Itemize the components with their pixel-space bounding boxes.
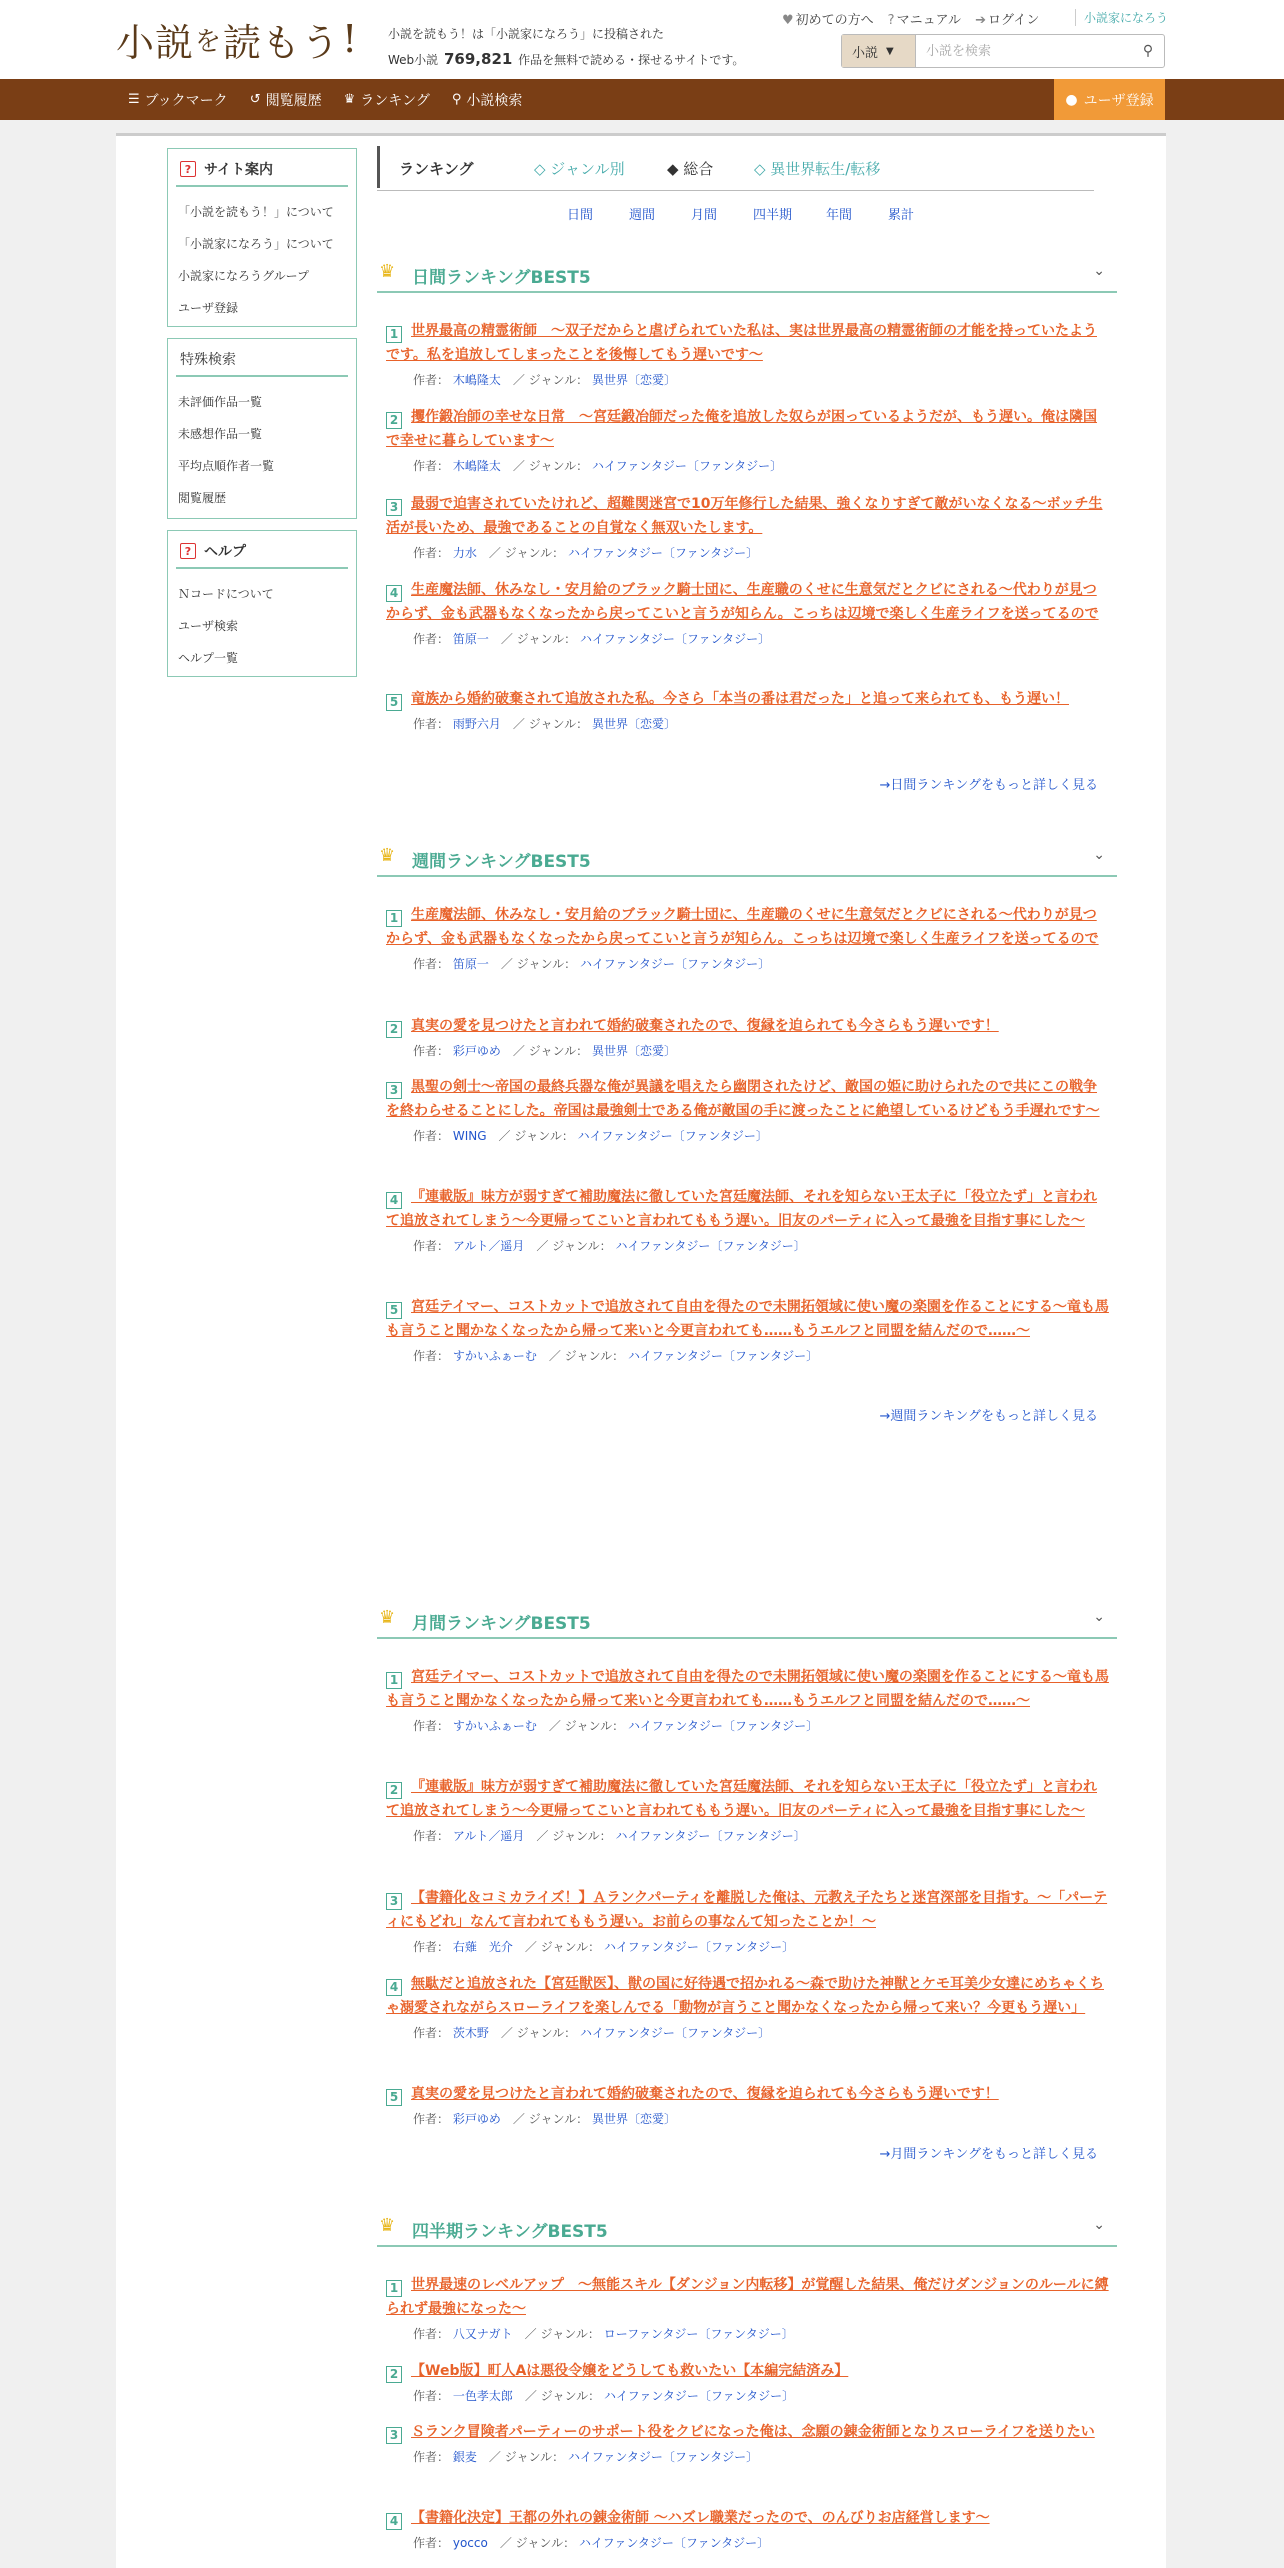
ranking-title: ランキング: [399, 160, 474, 178]
entry-meta: [386, 1938, 1110, 1955]
genre-link[interactable]: ハイファンタジー〔ファンタジー〕: [615, 1829, 806, 1843]
genre-label: ／ ジャンル：: [524, 1940, 601, 1954]
site-desc-line2: [388, 47, 744, 73]
rank-number: 3: [386, 2427, 402, 2444]
entry-meta: [386, 1237, 1110, 1254]
entry-meta: [386, 630, 1110, 647]
tab-bar-accent: [377, 146, 380, 188]
entry-meta: [386, 457, 1110, 474]
entry-title-line: [386, 1185, 1110, 1233]
sidebar-item-about-yomou[interactable]: 「小説を読もう！」について: [178, 204, 334, 219]
author-label: 作者：: [413, 2026, 450, 2040]
sidebar-special-search: [167, 338, 357, 519]
author-link[interactable]: すかいふぁーむ: [452, 1719, 537, 1733]
search-form: [841, 34, 1165, 68]
more-ranking-link[interactable]: →月間ランキングをもっと詳しく見る: [879, 2147, 1098, 2162]
ranking-entry: [386, 1775, 1110, 1844]
genre-label: ／ ジャンル：: [512, 717, 589, 731]
chevron-down-icon[interactable]: ⌄: [1093, 1609, 1105, 1625]
register-label: ユーザ登録: [1083, 92, 1154, 109]
entry-title-line: [386, 2273, 1110, 2321]
genre-link[interactable]: ハイファンタジー〔ファンタジー〕: [579, 957, 771, 971]
entry-meta: [386, 544, 1110, 561]
genre-label: ／ ジャンル：: [524, 2327, 600, 2341]
entry-meta: [386, 2387, 1110, 2404]
author-label: 作者：: [413, 1940, 450, 1954]
novel-title: 【書籍化＆コミカライズ！】Ａランクパーティを離脱した俺は、元教え子たちと迷宮深部を目指す。～「パーティにもどれ」なんて言われてももう遅い。お前らの事なんて知ったことか！～: [386, 1890, 1108, 1930]
author-label: 作者：: [413, 546, 450, 560]
novel-title-link[interactable]: [386, 1669, 1109, 1709]
search-icon: ⚲: [1142, 43, 1154, 59]
entry-meta: [386, 955, 1110, 972]
rank-number: 1: [386, 1672, 402, 1689]
genre-link[interactable]: ローファンタジー〔ファンタジー〕: [603, 2327, 794, 2341]
history-icon: ↺: [249, 92, 261, 107]
novel-title-link[interactable]: [386, 1299, 1109, 1339]
ranking-entry: [386, 319, 1110, 388]
novel-title: 真実の愛を見つけたと言われて婚約破棄されたので、復縁を迫られても今さらもう遅いです！: [411, 1018, 999, 1034]
novel-count: 769,821: [444, 50, 513, 68]
author-label: 作者：: [413, 717, 450, 731]
sidebar-item-about-narou[interactable]: 「小説家になろう」について: [178, 236, 334, 251]
logo-part: 読もう: [223, 20, 341, 65]
chevron-down-icon: ▼: [886, 45, 894, 57]
entry-title-line: [386, 2420, 1110, 2444]
novel-title-link[interactable]: [386, 2424, 1095, 2440]
beginner-link-label: 初めての方へ: [795, 13, 874, 28]
rank-number: 1: [386, 2280, 402, 2297]
rank-number: 2: [386, 2366, 402, 2383]
nav-item-ranking[interactable]: [344, 90, 430, 110]
sidebar-item-group[interactable]: 小説家になろうグループ: [178, 268, 310, 283]
entry-meta: [386, 1042, 1110, 1059]
rank-number: 2: [386, 1782, 402, 1799]
entry-title-line: [386, 578, 1110, 626]
nav-label: ランキング: [360, 92, 430, 109]
desc-prefix: Web小説: [388, 53, 439, 67]
author-link[interactable]: 彩戸ゆめ: [452, 2112, 501, 2126]
author-label: 作者：: [413, 1239, 450, 1253]
novel-title-link[interactable]: [386, 1779, 1097, 1819]
novel-title-link[interactable]: [386, 582, 1099, 622]
author-link[interactable]: 木嶋隆太: [452, 373, 501, 387]
sidebar-heading: [176, 347, 348, 377]
entry-meta: [386, 371, 1110, 388]
section-title: 週間ランキングBEST5: [412, 852, 591, 872]
ranking-entry: [386, 1972, 1110, 2041]
search-type-value: 小説: [852, 45, 879, 61]
entry-title-line: [386, 903, 1110, 951]
beginner-icon: ♥: [782, 13, 794, 28]
beginner-link[interactable]: [782, 9, 874, 28]
genre-link[interactable]: ハイファンタジー〔ファンタジー〕: [579, 632, 771, 646]
rank-number: 4: [386, 1192, 402, 1209]
author-link[interactable]: 笛原一: [452, 632, 489, 646]
entry-meta: [386, 2448, 1110, 2465]
rank-number: 4: [386, 585, 402, 602]
main-nav: [0, 79, 1284, 120]
sidebar-item-unrated[interactable]: 未評価作品一覧: [178, 394, 263, 409]
entry-title-line: [386, 1972, 1110, 2020]
novel-title-link[interactable]: [386, 1018, 999, 1034]
author-label: 作者：: [413, 1044, 450, 1058]
section-header: [377, 2211, 1117, 2247]
author-link[interactable]: 木嶋隆太: [452, 459, 501, 473]
period-yearly[interactable]: 年間: [826, 208, 853, 223]
ranking-entry: [386, 405, 1110, 474]
sidebar-help: [167, 530, 357, 677]
period-daily[interactable]: 日間: [567, 208, 594, 223]
novel-title-link[interactable]: [386, 2277, 1109, 2317]
site-header: [0, 0, 1284, 79]
entry-meta: [386, 1717, 1110, 1734]
ranking-entry: [386, 687, 1110, 732]
rank-number: 1: [386, 326, 402, 343]
entry-title-line: [386, 405, 1110, 453]
sidebar-item-help-list[interactable]: ヘルプ一覧: [178, 650, 239, 665]
sidebar-item-register[interactable]: ユーザ登録: [178, 300, 239, 315]
chevron-down-icon[interactable]: ⌄: [1093, 847, 1105, 863]
period-total[interactable]: 累計: [888, 208, 915, 223]
genre-label: ／ ジャンル：: [500, 2026, 577, 2040]
entry-title-line: [386, 319, 1110, 367]
genre-label: ／ ジャンル：: [512, 2112, 589, 2126]
novel-title-link[interactable]: [386, 1890, 1107, 1930]
user-icon: ●: [1065, 91, 1078, 108]
entry-meta: [386, 715, 1110, 732]
author-label: 作者：: [413, 459, 450, 473]
rank-number: 2: [386, 412, 402, 429]
more-ranking-link[interactable]: →日間ランキングをもっと詳しく見る: [879, 778, 1098, 793]
author-label: 作者：: [413, 2112, 450, 2126]
sidebar-heading-text: ヘルプ: [204, 544, 246, 560]
tab-isekai[interactable]: ◇ 異世界転生/転移: [754, 160, 881, 178]
list-icon: ☰: [128, 92, 140, 107]
crown-icon: ♛: [379, 261, 396, 282]
logo-part: 小説: [116, 20, 195, 65]
novel-title: 『連載版』味方が弱すぎて補助魔法に徹していた宮廷魔法師、それを知らない王太子に「役立たず」と言われて追放されてしまう〜今更帰ってこいと言われてももう遅い。旧友のパーティに入って最強を目指す事にした〜: [386, 1189, 1097, 1229]
sidebar-site-guide: [167, 148, 357, 327]
novel-title: 無駄だと追放された【宮廷獣医】、獣の国に好待遇で招かれる～森で助けた神獣とケモ耳美少女達にめちゃくちゃ溺愛されながらスローライフを楽しんでる「動物が言うこと聞かなくなったから帰って来い？今更もう遅い」: [386, 1976, 1104, 2016]
rank-number: 3: [386, 499, 402, 516]
genre-link[interactable]: ハイファンタジー〔ファンタジー〕: [627, 1349, 819, 1363]
ranking-entry: [386, 2082, 1110, 2127]
genre-label: ／ ジャンル：: [488, 546, 565, 560]
entry-meta: [386, 2110, 1110, 2127]
entry-meta: [386, 1827, 1110, 1844]
chevron-down-icon[interactable]: ⌄: [1093, 2217, 1105, 2233]
genre-link[interactable]: 異世界〔恋愛〕: [591, 717, 676, 731]
ranking-entry: [386, 1665, 1110, 1734]
genre-label: ／ ジャンル：: [548, 1349, 625, 1363]
author-link[interactable]: アルト／遥月: [452, 1239, 525, 1253]
novel-title: 【Web版】町人Aは悪役令嬢をどうしても救いたい【本編完結済み】: [411, 2363, 849, 2379]
more-ranking-link[interactable]: →週間ランキングをもっと詳しく見る: [879, 1409, 1098, 1424]
novel-title: 最弱で迫害されていたけれど、超難関迷宮で10万年修行した結果、強くなりすぎて敵がいなくなる～ボッチ生活が長いため、最強であることの自覚なく無双いたします。: [386, 496, 1103, 536]
entry-meta: [386, 2024, 1110, 2041]
question-icon: ?: [887, 13, 895, 28]
login-link[interactable]: [975, 9, 1039, 28]
genre-label: ／ ジャンル：: [500, 632, 577, 646]
question-icon: ?: [180, 543, 196, 559]
sidebar-heading-text: サイト案内: [204, 162, 274, 178]
author-label: 作者：: [413, 1349, 450, 1363]
ranking-tabs: [377, 146, 1094, 191]
genre-link[interactable]: ハイファンタジー〔ファンタジー〕: [591, 459, 783, 473]
author-label: 作者：: [413, 1719, 450, 1733]
search-icon: ⚲: [451, 92, 462, 107]
section-title: 日間ランキングBEST5: [412, 268, 591, 288]
novel-title: 黒聖の剣士～帝国の最終兵器な俺が異議を唱えたら幽閉されたけど、敵国の姫に助けられたので共にこの戦争を終わらせることにした。帝国は最強剣士である俺が敵国の手に渡ったことに絶望しているけどもう手遅れです～: [386, 1079, 1100, 1119]
novel-title: 宮廷テイマー、コストカットで追放されて自由を得たので未開拓領域に使い魔の楽園を作ることにする～竜も馬も言うこと聞かなくなったから帰って来いと今更言われても……もうエルフと同盟を結んだので……～: [386, 1669, 1109, 1709]
author-link[interactable]: 茨木野: [452, 2026, 489, 2040]
entry-title-line: [386, 1775, 1110, 1823]
tab-genre[interactable]: ◇ ジャンル別: [534, 160, 625, 178]
genre-label: ／ ジャンル：: [512, 459, 589, 473]
manual-link[interactable]: [888, 9, 961, 28]
novel-title: 竜族から婚約破棄されて追放された私。今さら「本当の番は君だった」と追って来られても、もう遅い！: [411, 691, 1069, 707]
search-input[interactable]: [916, 35, 1132, 67]
ranking-entry: [386, 2273, 1110, 2342]
section-title: 四半期ランキングBEST5: [412, 2222, 608, 2242]
entry-meta: [386, 2325, 1110, 2342]
genre-link[interactable]: ハイファンタジー〔ファンタジー〕: [567, 2450, 759, 2464]
author-link[interactable]: 右薙 光介: [452, 1940, 513, 1954]
entry-title-line: [386, 2359, 1110, 2383]
crown-icon: ♛: [343, 92, 356, 107]
novel-title: 『連載版』味方が弱すぎて補助魔法に徹していた宮廷魔法師、それを知らない王太子に「役立たず」と言われて追放されてしまう〜今更帰ってこいと言われてももう遅い。旧友のパーティに入って最強を目指す事にした〜: [386, 1779, 1097, 1819]
author-link[interactable]: アルト／遥月: [452, 1829, 525, 1843]
ranking-entry: [386, 492, 1110, 561]
genre-link[interactable]: ハイファンタジー〔ファンタジー〕: [567, 546, 759, 560]
rank-number: 1: [386, 910, 402, 927]
novel-title-link[interactable]: [386, 496, 1102, 536]
genre-link[interactable]: ハイファンタジー〔ファンタジー〕: [579, 2026, 771, 2040]
section-header: [377, 1603, 1117, 1639]
ranking-entry: [386, 1075, 1110, 1144]
site-desc-line1: 小説を読もう！は「小説家になろう」に投稿された: [388, 27, 665, 41]
genre-label: ／ ジャンル：: [536, 1829, 612, 1843]
genre-link[interactable]: ハイファンタジー〔ファンタジー〕: [603, 1940, 795, 1954]
author-label: 作者：: [413, 2536, 450, 2550]
novel-title: 生産魔法師、休みなし・安月給のブラック騎士団に、生産職のくせに生意気だとクビにされる～代わりが見つからず、金も武器もなくなったから戻ってこいと言うが知らん。こっちは辺境で楽しく生産ライフを送ってるので: [386, 582, 1099, 622]
genre-label: ／ ジャンル：: [500, 957, 577, 971]
entry-title-line: [386, 2082, 1110, 2106]
ranking-entry: [386, 1014, 1110, 1059]
login-link-label: ログイン: [987, 13, 1040, 28]
author-link[interactable]: yocco: [452, 2536, 488, 2550]
author-label: 作者：: [413, 1129, 450, 1143]
novel-title: 生産魔法師、休みなし・安月給のブラック騎士団に、生産職のくせに生意気だとクビにされる～代わりが見つからず、金も武器もなくなったから戻ってこいと言うが知らん。こっちは辺境で楽しく生産ライフを送ってるので: [386, 907, 1099, 947]
genre-label: ／ ジャンル：: [512, 373, 589, 387]
entry-title-line: [386, 492, 1110, 540]
crown-icon: ♛: [379, 1607, 396, 1628]
genre-link[interactable]: ハイファンタジー〔ファンタジー〕: [627, 1719, 819, 1733]
genre-label: ／ ジャンル：: [548, 1719, 625, 1733]
ranking-entry: [386, 1185, 1110, 1254]
author-label: 作者：: [413, 2389, 450, 2403]
novel-title-link[interactable]: [386, 1189, 1097, 1229]
entry-meta: [386, 1127, 1110, 1144]
nav-label: 閲覧履歴: [265, 92, 322, 109]
novel-title-link[interactable]: [386, 2510, 990, 2526]
genre-link[interactable]: ハイファンタジー〔ファンタジー〕: [577, 1129, 768, 1143]
sidebar-heading-text: 特殊検索: [180, 352, 236, 368]
novel-title-link[interactable]: [386, 2086, 999, 2102]
chevron-down-icon[interactable]: ⌄: [1093, 263, 1105, 279]
novel-title: 【書籍化決定】王都の外れの錬金術師 ～ハズレ職業だったので、のんびりお店経営します～: [411, 2510, 990, 2526]
logo-part: !: [342, 17, 359, 61]
author-link[interactable]: 一色孝太郎: [452, 2389, 513, 2403]
entry-title-line: [386, 1665, 1110, 1713]
nav-item-bookmark[interactable]: [128, 90, 228, 110]
period-monthly[interactable]: 月間: [691, 208, 718, 223]
author-label: 作者：: [413, 1829, 450, 1843]
genre-link[interactable]: ハイファンタジー〔ファンタジー〕: [578, 2536, 770, 2550]
nav-label: 小説検索: [466, 92, 523, 109]
rank-number: 5: [386, 694, 402, 711]
genre-link[interactable]: ハイファンタジー〔ファンタジー〕: [615, 1239, 806, 1253]
narou-logo-link[interactable]: 小説家になろう: [1075, 9, 1168, 26]
nav-item-search[interactable]: [452, 90, 523, 110]
entry-meta: [386, 1347, 1110, 1364]
logo-part: を: [195, 26, 223, 57]
entry-title-line: [386, 687, 1110, 711]
genre-label: ／ ジャンル：: [499, 2536, 576, 2550]
rank-number: 3: [386, 1893, 402, 1910]
rank-number: 2: [386, 1021, 402, 1038]
sidebar-heading: [176, 157, 348, 187]
author-link[interactable]: 力水: [452, 546, 477, 560]
entry-meta: [386, 2534, 1110, 2551]
genre-link[interactable]: 異世界〔恋愛〕: [591, 373, 676, 387]
entry-title-line: [386, 2506, 1110, 2530]
entry-title-line: [386, 1075, 1110, 1123]
genre-link[interactable]: ハイファンタジー〔ファンタジー〕: [603, 2389, 795, 2403]
ranking-entry: [386, 578, 1110, 647]
rank-number: 5: [386, 1302, 402, 1319]
novel-title-link[interactable]: [386, 907, 1099, 947]
genre-label: ／ ジャンル：: [488, 2450, 565, 2464]
rank-number: 3: [386, 1082, 402, 1099]
entry-title-line: [386, 1886, 1110, 1934]
novel-title-link[interactable]: [386, 691, 1069, 707]
author-link[interactable]: 雨野六月: [452, 717, 501, 731]
sidebar-item-history[interactable]: 閲覧履歴: [178, 490, 227, 505]
genre-label: ／ ジャンル：: [536, 1239, 612, 1253]
period-links: [567, 204, 928, 223]
section-header: [377, 841, 1117, 877]
period-quarterly[interactable]: 四半期: [753, 208, 793, 223]
author-link[interactable]: 笛原一: [452, 957, 489, 971]
novel-title: Ｓランク冒険者パーティーのサポート役をクビになった俺は、念願の錬金術師となりスローライフを送りたい: [411, 2424, 1095, 2440]
genre-link[interactable]: 異世界〔恋愛〕: [591, 1044, 676, 1058]
ranking-entry: [386, 2506, 1110, 2551]
novel-title: 攫作鍛冶師の幸せな日常 ～宮廷鍛冶師だった俺を追放した奴らが困っているようだが、もう遅い。俺は隣国で幸せに暮らしています～: [386, 409, 1097, 449]
novel-title: 宮廷テイマー、コストカットで追放されて自由を得たので未開拓領域に使い魔の楽園を作ることにする～竜も馬も言うこと聞かなくなったから帰って来いと今更言われても……もうエルフと同盟を結んだので……～: [386, 1299, 1109, 1339]
novel-title: 世界最高の精霊術師 ～双子だからと虐げられていた私は、実は世界最高の精霊術師の才能を持っていたようです。私を追放してしまったことを後悔してもう遅いです～: [386, 323, 1097, 363]
novel-title-link[interactable]: [386, 1976, 1104, 2016]
author-label: 作者：: [413, 2450, 450, 2464]
nav-item-history[interactable]: [250, 90, 322, 110]
site-description: [388, 22, 744, 73]
author-link[interactable]: 彩戸ゆめ: [452, 1044, 501, 1058]
author-label: 作者：: [413, 632, 450, 646]
ranking-entry: [386, 1886, 1110, 1955]
ranking-entry: [386, 1295, 1110, 1364]
section-header: [377, 257, 1117, 293]
rank-number: 4: [386, 2513, 402, 2530]
author-link[interactable]: WING: [452, 1129, 487, 1143]
search-button[interactable]: [1132, 35, 1164, 67]
novel-title-link[interactable]: [386, 1079, 1100, 1119]
novel-title: 真実の愛を見つけたと言われて婚約破棄されたので、復縁を迫られても今さらもう遅いです！: [411, 2086, 999, 2102]
author-label: 作者：: [413, 2327, 450, 2341]
sidebar-item-user-search[interactable]: ユーザ検索: [178, 618, 239, 633]
nav-label: ブックマーク: [144, 92, 228, 109]
genre-label: ／ ジャンル：: [524, 2389, 601, 2403]
top-links: [782, 9, 1039, 28]
novel-title-link[interactable]: [386, 409, 1097, 449]
sidebar-item-no-impressions[interactable]: 未感想作品一覧: [178, 426, 263, 441]
ranking-entry: [386, 2420, 1110, 2465]
question-icon: ?: [180, 161, 196, 177]
crown-icon: ♛: [379, 2215, 396, 2236]
entry-title-line: [386, 1014, 1110, 1038]
entry-title-line: [386, 1295, 1110, 1343]
novel-title: 世界最速のレベルアップ ～無能スキル【ダンジョン内転移】が覚醒した結果、俺だけダンジョンのルールに縛られず最強になった～: [386, 2277, 1109, 2317]
sidebar-heading: [176, 539, 348, 569]
genre-label: ／ ジャンル：: [512, 1044, 589, 1058]
author-label: 作者：: [413, 373, 450, 387]
novel-title-link[interactable]: [386, 2363, 848, 2379]
ranking-entry: [386, 2359, 1110, 2404]
ranking-entry: [386, 903, 1110, 972]
author-link[interactable]: 八又ナガト: [452, 2327, 513, 2341]
sidebar-item-ncode[interactable]: Ｎコードについて: [178, 586, 274, 601]
genre-link[interactable]: 異世界〔恋愛〕: [591, 2112, 676, 2126]
novel-title-link[interactable]: [386, 323, 1097, 363]
register-button[interactable]: [1054, 79, 1165, 120]
sidebar-item-avg-score[interactable]: 平均点順作者一覧: [178, 458, 275, 473]
desc-suffix: 作品を無料で読める・探せるサイトです。: [518, 53, 745, 67]
site-logo[interactable]: [116, 14, 358, 64]
genre-label: ／ ジャンル：: [498, 1129, 574, 1143]
tab-all[interactable]: ◆ 総合: [667, 160, 714, 178]
login-icon: ➔: [975, 13, 986, 28]
rank-number: 4: [386, 1979, 402, 1996]
author-link[interactable]: 銀麦: [452, 2450, 477, 2464]
section-title: 月間ランキングBEST5: [412, 1614, 591, 1634]
manual-link-label: マニュアル: [896, 13, 962, 28]
author-link[interactable]: すかいふぁーむ: [452, 1349, 537, 1363]
crown-icon: ♛: [379, 845, 396, 866]
rank-number: 5: [386, 2089, 402, 2106]
search-type-select[interactable]: [842, 35, 916, 67]
period-weekly[interactable]: 週間: [629, 208, 656, 223]
author-label: 作者：: [413, 957, 450, 971]
